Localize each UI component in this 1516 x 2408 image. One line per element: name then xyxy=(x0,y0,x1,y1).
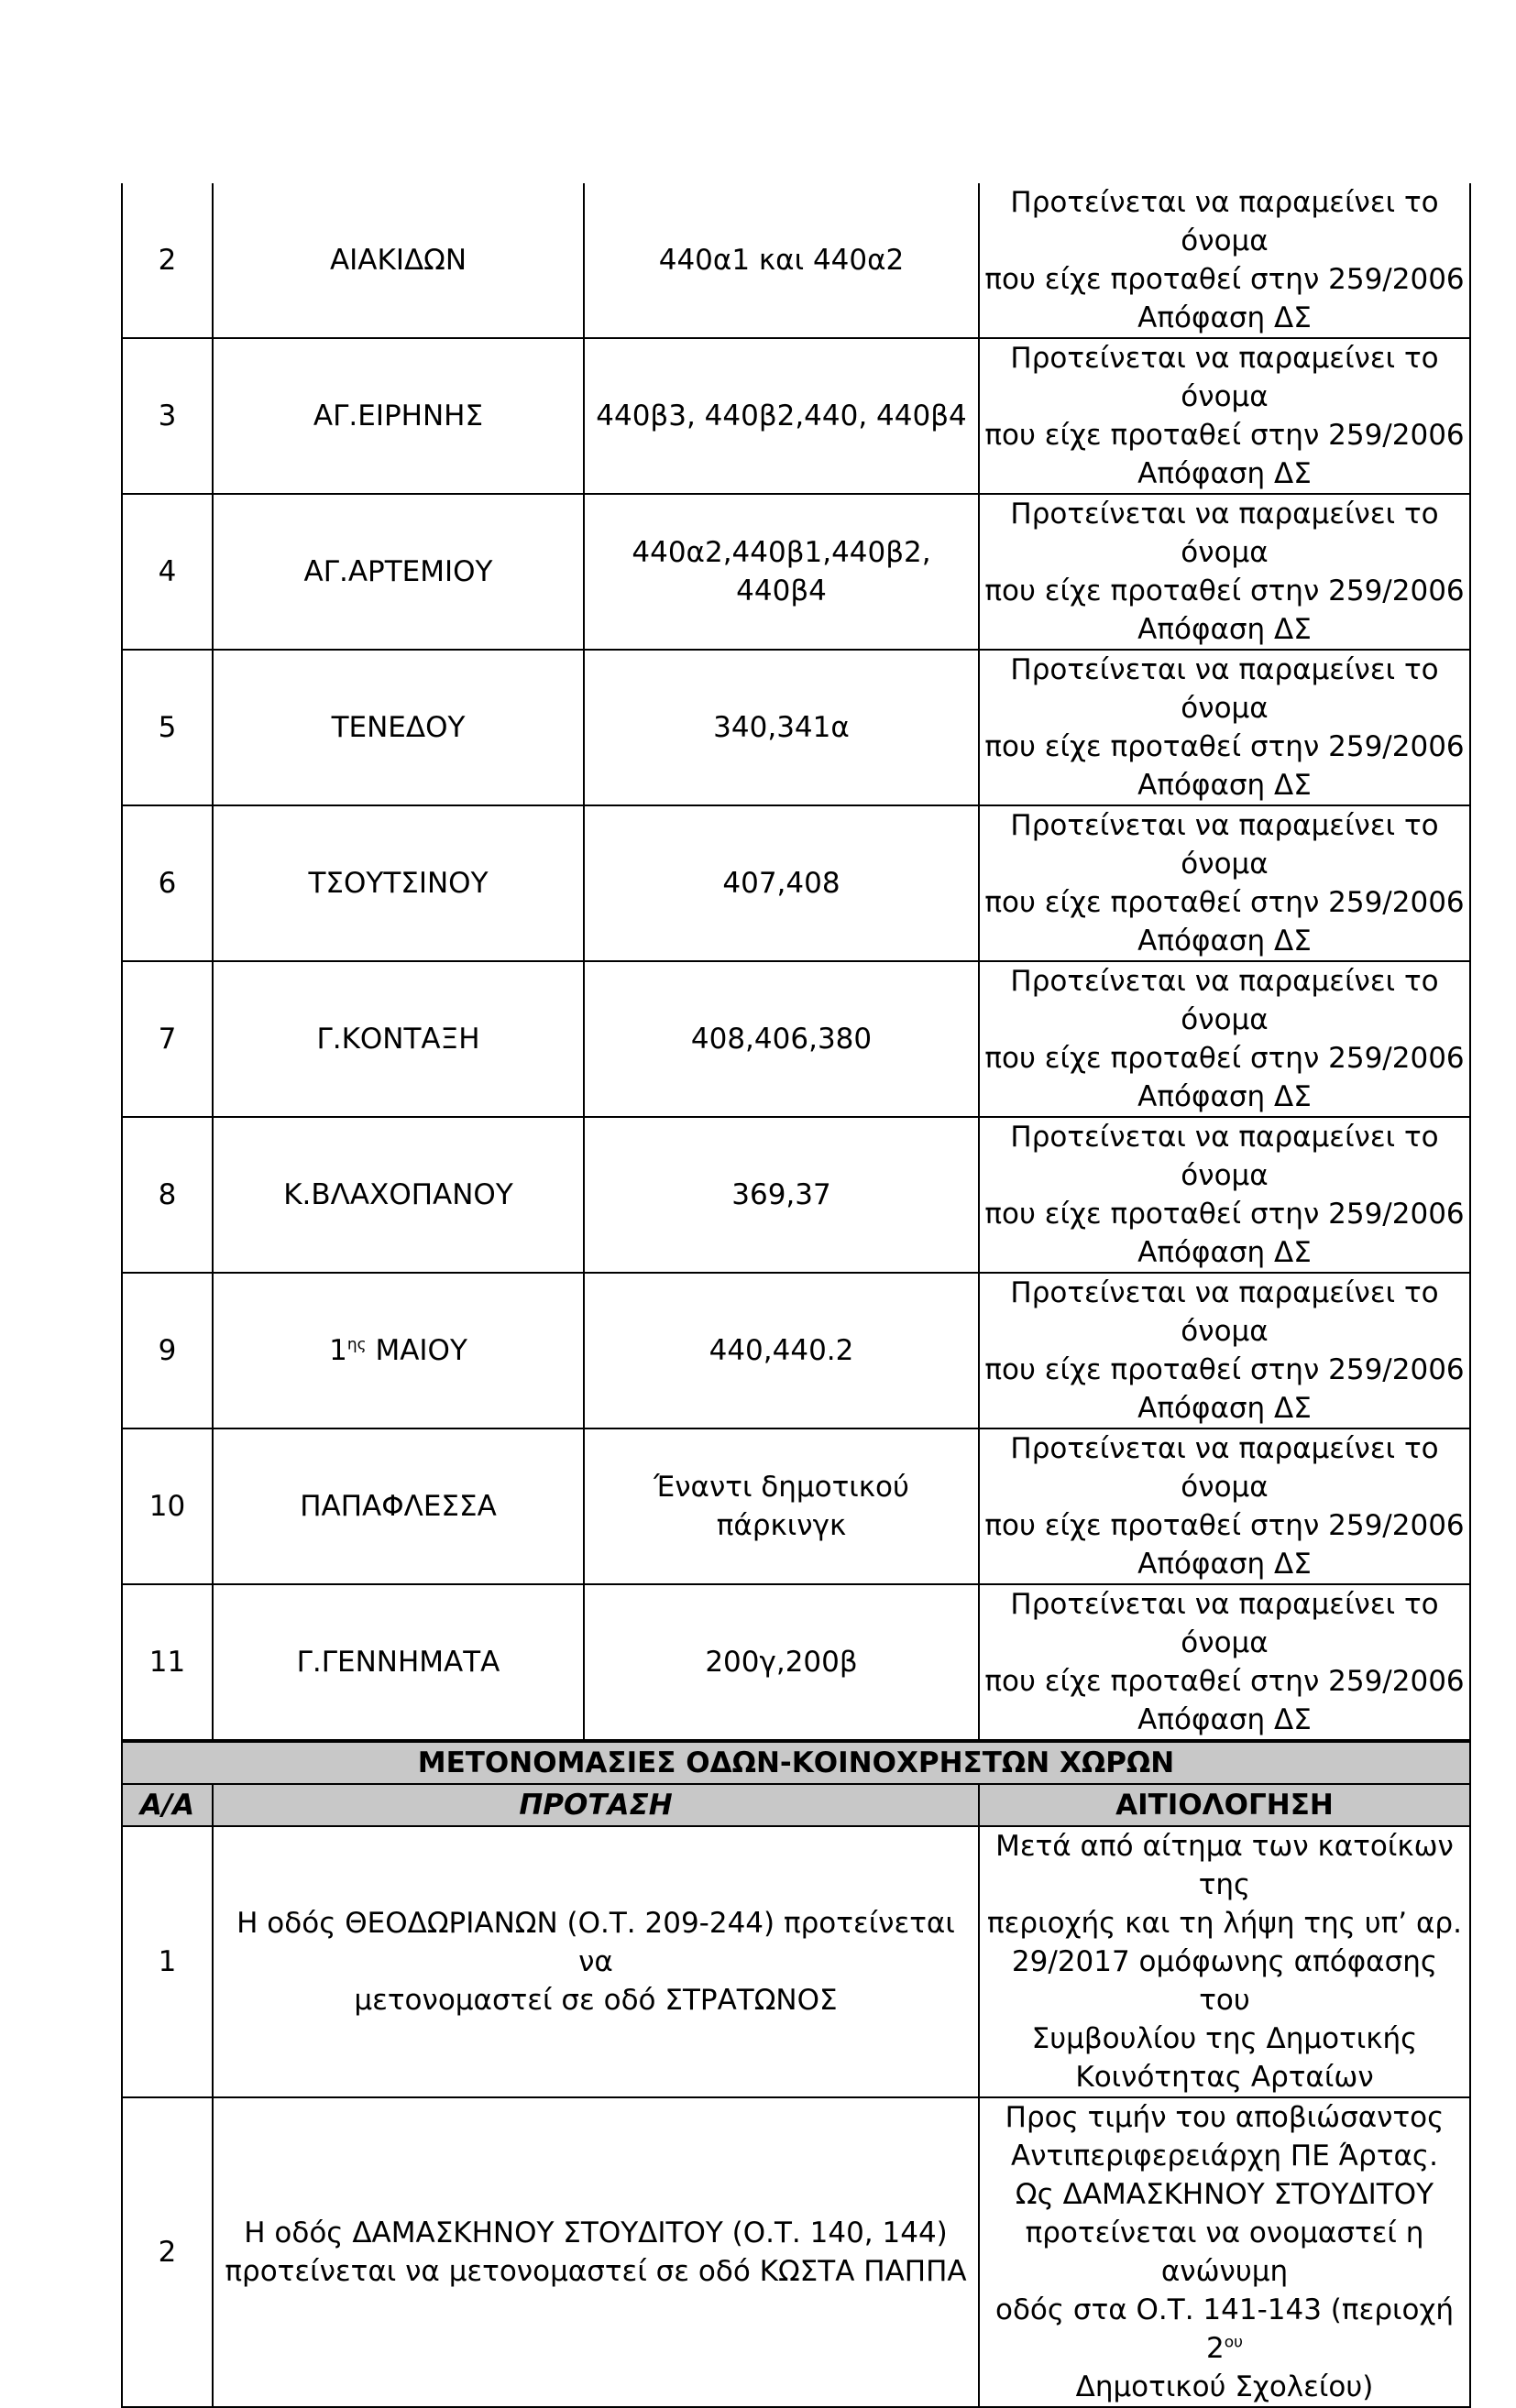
row-number: 7 xyxy=(122,961,213,1117)
note-line: Προτείνεται να παραμείνει το όνομα xyxy=(1010,965,1439,1036)
block-numbers: 440α2,440β1,440β2, 440β4 xyxy=(584,494,979,650)
reason-line: Ως ΔΑΜΑΣΚΗΝΟΥ ΣΤΟΥΔΙΤΟΥ xyxy=(1015,2178,1434,2211)
row-number: 8 xyxy=(122,1117,213,1273)
note-line: που είχε προταθεί στην 259/2006 xyxy=(984,263,1465,296)
block-numbers: 440,440.2 xyxy=(584,1273,979,1428)
block-numbers: Έναντι δημοτικού πάρκινγκ xyxy=(584,1428,979,1584)
note-line: που είχε προταθεί στην 259/2006 xyxy=(984,886,1465,919)
note-line: Απόφαση ΔΣ xyxy=(1137,1548,1312,1581)
street-name: ΤΕΝΕΔΟΥ xyxy=(213,650,584,805)
column-header-reason: ΑΙΤΙΟΛΟΓΗΣΗ xyxy=(979,1784,1470,1826)
row-number: 6 xyxy=(122,805,213,961)
note-line: Προτείνεται να παραμείνει το όνομα xyxy=(1010,1276,1439,1348)
note-line: που είχε προταθεί στην 259/2006 xyxy=(984,1042,1465,1075)
note-line: Απόφαση ΔΣ xyxy=(1137,769,1312,802)
block-numbers: 340,341α xyxy=(584,650,979,805)
row-number: 9 xyxy=(122,1273,213,1428)
note-line: που είχε προταθεί στην 259/2006 xyxy=(984,419,1465,452)
reason-line: Προς τιμήν του αποβιώσαντος xyxy=(1005,2101,1445,2134)
document-page xyxy=(121,183,1469,2408)
note-line: Προτείνεται να παραμείνει το όνομα xyxy=(1010,186,1439,257)
street-name: ΑΓ.ΕΙΡΗΝΗΣ xyxy=(213,338,584,494)
reason-cell xyxy=(979,1826,1470,2097)
table-row xyxy=(122,2097,1470,2407)
note-cell xyxy=(979,1584,1470,1740)
note-line: Απόφαση ΔΣ xyxy=(1137,613,1312,646)
reason-line: Αντιπεριφερειάρχη ΠΕ Άρτας. xyxy=(1011,2140,1438,2173)
note-line: Προτείνεται να παραμείνει το όνομα xyxy=(1010,809,1439,881)
row-number: 3 xyxy=(122,338,213,494)
reason-line: περιοχής και τη λήψη της υπ’ αρ. xyxy=(987,1907,1462,1940)
block-numbers: 369,37 xyxy=(584,1117,979,1273)
note-cell xyxy=(979,650,1470,805)
note-cell xyxy=(979,1273,1470,1428)
street-name-text: ΜΑΙΟΥ xyxy=(366,1334,467,1367)
table-row xyxy=(122,1273,1470,1428)
note-line: Απόφαση ΔΣ xyxy=(1137,457,1312,490)
reason-line xyxy=(987,2291,1462,2368)
row-number: 11 xyxy=(122,1584,213,1740)
note-line: που είχε προταθεί στην 259/2006 xyxy=(984,730,1465,763)
block-numbers: 407,408 xyxy=(584,805,979,961)
street-name: Κ.ΒΛΑΧΟΠΑΝΟΥ xyxy=(213,1117,584,1273)
note-line: Προτείνεται να παραμείνει το όνομα xyxy=(1010,498,1439,569)
renames-table xyxy=(121,1741,1471,2408)
note-line: Προτείνεται να παραμείνει το όνομα xyxy=(1010,1432,1439,1504)
ordinal-superscript: ης xyxy=(346,1335,367,1354)
note-line: που είχε προταθεί στην 259/2006 xyxy=(984,1353,1465,1386)
reason-line: Συμβουλίου της Δημοτικής xyxy=(1031,2022,1418,2055)
section-title: ΜΕΤΟΝΟΜΑΣΙΕΣ ΟΔΩΝ-ΚΟΙΝΟΧΡΗΣΤΩΝ ΧΩΡΩΝ xyxy=(122,1742,1470,1784)
row-number: 10 xyxy=(122,1428,213,1584)
reason-cell xyxy=(979,2097,1470,2407)
row-number: 5 xyxy=(122,650,213,805)
table-row xyxy=(122,1117,1470,1273)
row-number: 1 xyxy=(122,1826,213,2097)
proposal-cell xyxy=(213,2097,979,2407)
note-line: που είχε προταθεί στην 259/2006 xyxy=(984,575,1465,607)
reason-line: Κοινότητας Αρταίων xyxy=(1075,2061,1374,2094)
note-line: Απόφαση ΔΣ xyxy=(1137,301,1312,334)
street-name xyxy=(213,1273,584,1428)
streets-table xyxy=(121,183,1471,1741)
note-line: Απόφαση ΔΣ xyxy=(1137,1392,1312,1425)
note-line: που είχε προταθεί στην 259/2006 xyxy=(984,1509,1465,1542)
note-cell xyxy=(979,183,1470,338)
note-cell xyxy=(979,338,1470,494)
row-number: 4 xyxy=(122,494,213,650)
street-name-number: 1 xyxy=(329,1334,347,1367)
note-line: Προτείνεται να παραμείνει το όνομα xyxy=(1010,653,1439,725)
note-cell xyxy=(979,494,1470,650)
column-header-proposal: ΠΡΟΤΑΣΗ xyxy=(213,1784,979,1826)
note-line: Απόφαση ΔΣ xyxy=(1137,1080,1312,1113)
proposal-line: μετονομαστεί σε οδό ΣΤΡΑΤΩΝΟΣ xyxy=(354,1984,838,2017)
column-header-number: Α/Α xyxy=(122,1784,213,1826)
block-numbers: 408,406,380 xyxy=(584,961,979,1117)
reason-line: Δημοτικού Σχολείου) xyxy=(1075,2370,1374,2403)
note-line: Απόφαση ΔΣ xyxy=(1137,1703,1312,1736)
street-name: Γ.ΚΟΝΤΑΞΗ xyxy=(213,961,584,1117)
street-name: ΤΣΟΥΤΣΙΝΟΥ xyxy=(213,805,584,961)
table-row xyxy=(122,183,1470,338)
proposal-cell xyxy=(213,1826,979,2097)
note-line: Προτείνεται να παραμείνει το όνομα xyxy=(1010,1121,1439,1192)
reason-line: 29/2017 ομόφωνης απόφασης του xyxy=(1011,1945,1438,2017)
street-name: ΑΙΑΚΙΔΩΝ xyxy=(213,183,584,338)
table-row xyxy=(122,805,1470,961)
reason-line: Μετά από αίτημα των κατοίκων της xyxy=(995,1830,1454,1901)
note-cell xyxy=(979,1117,1470,1273)
proposal-line: Η οδός ΔΑΜΑΣΚΗΝΟΥ ΣΤΟΥΔΙΤΟΥ (Ο.Τ. 140, 144) xyxy=(244,2216,948,2249)
proposal-line: Η οδός ΘΕΟΔΩΡΙΑΝΩΝ (Ο.Τ. 209-244) προτείνεται να xyxy=(236,1907,955,1978)
street-name: ΠΑΠΑΦΛΕΣΣΑ xyxy=(213,1428,584,1584)
note-line: που είχε προταθεί στην 259/2006 xyxy=(984,1198,1465,1231)
note-line: που είχε προταθεί στην 259/2006 xyxy=(984,1665,1465,1698)
note-cell xyxy=(979,1428,1470,1584)
note-cell xyxy=(979,805,1470,961)
note-line: Απόφαση ΔΣ xyxy=(1137,1236,1312,1269)
note-cell xyxy=(979,961,1470,1117)
table-row xyxy=(122,1428,1470,1584)
row-number: 2 xyxy=(122,183,213,338)
proposal-line: προτείνεται να μετονομαστεί σε οδό ΚΩΣΤΑ ΠΑΠΠΑ xyxy=(225,2255,967,2288)
note-line: Προτείνεται να παραμείνει το όνομα xyxy=(1010,342,1439,413)
streets-table-body xyxy=(122,183,1470,1740)
table-row xyxy=(122,494,1470,650)
note-line: Προτείνεται να παραμείνει το όνομα xyxy=(1010,1588,1439,1659)
table-row xyxy=(122,338,1470,494)
table-row xyxy=(122,650,1470,805)
table-row xyxy=(122,961,1470,1117)
table-row xyxy=(122,1584,1470,1740)
reason-line: προτείνεται να ονομαστεί η ανώνυμη xyxy=(1025,2216,1424,2288)
ordinal-superscript: ου xyxy=(1224,2333,1243,2352)
block-numbers: 440β3, 440β2,440, 440β4 xyxy=(584,338,979,494)
block-numbers: 440α1 και 440α2 xyxy=(584,183,979,338)
note-line: Απόφαση ΔΣ xyxy=(1137,925,1312,958)
block-numbers: 200γ,200β xyxy=(584,1584,979,1740)
table-row xyxy=(122,1826,1470,2097)
row-number: 2 xyxy=(122,2097,213,2407)
street-name: ΑΓ.ΑΡΤΕΜΙΟΥ xyxy=(213,494,584,650)
reason-text: οδός στα Ο.Τ. 141-143 (περιοχή 2 xyxy=(994,2293,1455,2365)
street-name: Γ.ΓΕΝΝΗΜΑΤΑ xyxy=(213,1584,584,1740)
